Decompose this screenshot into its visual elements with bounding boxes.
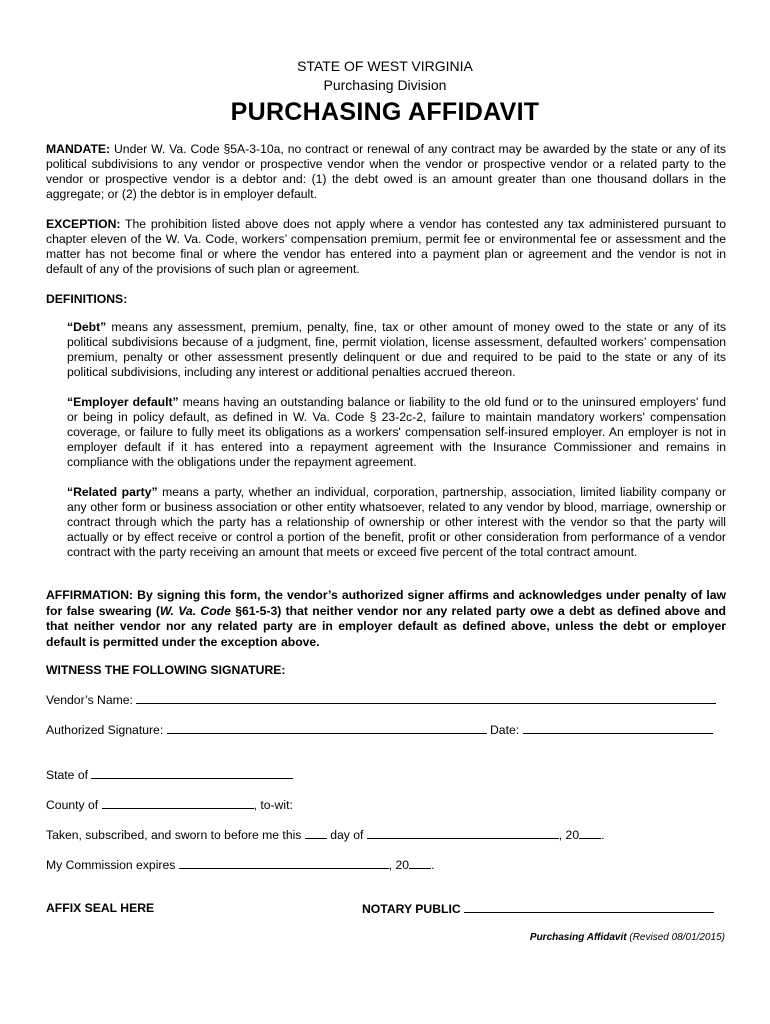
footer-revision: (Revised 08/01/2015) <box>626 932 725 943</box>
authorized-signature-label: Authorized Signature: <box>46 723 164 737</box>
commission-row <box>46 857 434 872</box>
page-title: PURCHASING AFFIDAVIT <box>230 98 540 126</box>
related-party-definition <box>67 485 726 560</box>
affirmation-part1: AFFIRMATION: By signing this form, the vendor’s authorized signer affirms and acknowledges under penalty of law for false swearing ( <box>46 588 726 618</box>
division-heading: Purchasing Division <box>323 77 447 93</box>
commission-label: My Commission expires <box>46 858 176 872</box>
day-of-text: day of <box>330 828 364 842</box>
related-party-term: “Related party” <box>67 485 158 499</box>
to-wit-text: , to-wit: <box>253 798 293 812</box>
state-label: State of <box>46 768 89 782</box>
debt-term: “Debt” <box>67 320 107 334</box>
commission-period: . <box>431 858 435 872</box>
county-field[interactable] <box>102 797 254 809</box>
definitions-heading: DEFINITIONS: <box>46 292 128 306</box>
debt-definition <box>67 320 726 380</box>
month-field[interactable] <box>367 827 559 839</box>
notary-signature-field[interactable] <box>464 901 714 913</box>
employer-default-term: “Employer default” <box>67 395 179 409</box>
state-row <box>46 767 293 782</box>
form-footer <box>530 932 725 943</box>
footer-form-name: Purchasing Affidavit <box>529 932 627 943</box>
debt-text: means any assessment, premium, penalty, fine, tax or other amount of money owed to the state or any of its political subdivisions because of a judgment, fine, permit violation, license assessment, defaulted workers’ compensation premium, penalty or other assessment presently delinquent or due and required to be paid to the state or any of its political subdivisions, including any interest or additional penalties accrued thereon. <box>67 320 726 379</box>
exception-label: EXCEPTION: <box>46 217 121 231</box>
affirmation-paragraph <box>46 588 726 650</box>
related-party-text: means a party, whether an individual, corporation, partnership, association, limited liability company or any other form or business association or other entity whatsoever, related to any vendor by blood, marriage, ownership or contract through which the party has a relationship of ownership or other interest with the vendor so that the party will actually or by effect receive or control a portion of the benefit, profit or other consideration from performance of a vendor contract with the party receiving an amount that meets or exceed five percent of the total contract amount. <box>67 485 726 559</box>
date-field[interactable] <box>523 722 713 734</box>
notary-row <box>362 901 714 916</box>
affix-seal-label: AFFIX SEAL HERE <box>46 901 155 915</box>
witness-heading: WITNESS THE FOLLOWING SIGNATURE: <box>46 663 286 677</box>
sworn-row <box>46 827 605 842</box>
commission-year-field[interactable] <box>409 857 431 869</box>
commission-year-prefix: , 20 <box>388 858 410 872</box>
authorized-signature-row <box>46 722 713 737</box>
vendor-name-field[interactable] <box>136 692 716 704</box>
mandate-label: MANDATE: <box>46 142 111 156</box>
sworn-period: . <box>601 828 605 842</box>
notary-public-label: NOTARY PUBLIC <box>362 902 461 916</box>
vendor-name-row <box>46 692 716 707</box>
sworn-year-field[interactable] <box>579 827 601 839</box>
mandate-text: Under W. Va. Code §5A-3-10a, no contract or renewal of any contract may be awarded by the state or any of its political subdivisions to any vendor or prospective vendor when the vendor or prospective vendor or a related party to the vendor or prospective vendor is a debtor and: (1) the debt owed is an amount greater than one thousand dollars in the aggregate; or (2) the debtor is in employer default. <box>46 142 726 201</box>
affirmation-code: W. Va. Code <box>159 603 231 618</box>
employer-default-text: means having an outstanding balance or liability to the old fund or to the uninsured employers' fund or being in policy default, as defined in W. Va. Code § 23-2c-2, failure to maintain mandatory workers' compensation coverage, or failure to fully meet its obligations as a workers' compensation self-insured employer. An employer is not in employer default if it has entered into a repayment agreement with the Insurance Commissioner and remains in compliance with the obligations under the repayment agreement. <box>67 395 726 469</box>
authorized-signature-field[interactable] <box>167 722 487 734</box>
exception-text: The prohibition listed above does not apply where a vendor has contested any tax administered pursuant to chapter eleven of the W. Va. Code, workers’ compensation premium, permit fee or environmental fee or assessment and the matter has not become final or where the vendor has entered into a payment plan or agreement and the vendor is not in default of any of the provisions of such plan or agreement. <box>46 217 726 276</box>
affirmation-part2: §61-5-3) that neither vendor nor any related party owe a debt as defined above and that neither vendor nor any related party are in employer default as defined above, unless the debt or employer default is permitted under the exception above. <box>46 603 726 649</box>
employer-default-definition <box>67 395 726 470</box>
sworn-prefix: Taken, subscribed, and sworn to before me this <box>46 828 302 842</box>
commission-date-field[interactable] <box>179 857 389 869</box>
county-label: County of <box>46 798 99 812</box>
sworn-year-prefix: , 20 <box>558 828 580 842</box>
day-field[interactable] <box>305 827 327 839</box>
state-heading: STATE OF WEST VIRGINIA <box>297 58 473 74</box>
date-label: Date: <box>490 723 520 737</box>
vendor-name-label: Vendor’s Name: <box>46 693 133 707</box>
county-row <box>46 797 293 812</box>
mandate-paragraph <box>46 142 726 202</box>
exception-paragraph <box>46 217 726 277</box>
state-field[interactable] <box>91 767 293 779</box>
